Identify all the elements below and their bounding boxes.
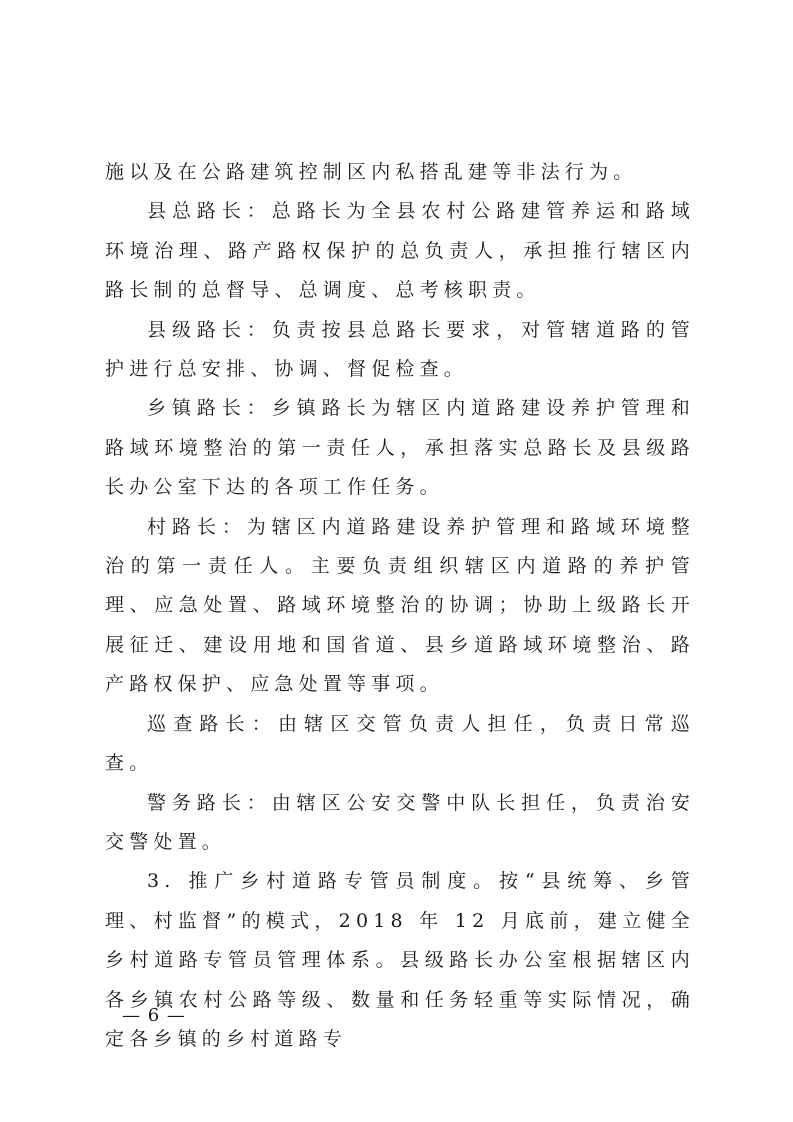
paragraph-township: 乡镇路长：乡镇路长为辖区内道路建设养护管理和路域环境整治的第一责任人，承担落实总路长及县级路长办公室下达的各项工作任务。 <box>105 397 695 499</box>
paragraph-county-chief: 县总路长：总路长为全县农村公路建管养运和路域环境治理、路产路权保护的总负责人，承担推行辖区内路长制的总督导、总调度、总考核职责。 <box>105 200 695 302</box>
body-text <box>105 153 695 1059</box>
paragraph-patrol: 巡查路长：由辖区交管负责人担任，负责日常巡查。 <box>105 712 695 775</box>
paragraph-village: 村路长：为辖区内道路建设养护管理和路域环境整治的第一责任人。主要负责组织辖区内道路的养护管理、应急处置、路域环境整治的协调；协助上级路长开展征迁、建设用地和国省道、县乡道路域环境整治、路产路权保护、应急处置等事项。 <box>105 515 695 696</box>
paragraph-continuation: 施以及在公路建筑控制区内私搭乱建等非法行为。 <box>105 161 638 183</box>
page-number: — 6 — <box>122 1005 186 1026</box>
paragraph-police: 警务路长：由辖区公安交警中队长担任，负责治安交警处置。 <box>105 791 695 853</box>
paragraph-item-3: 3. 推广乡村道路专管员制度。按“县统筹、乡管理、村监督”的模式，2018 年 12 月底前，建立健全乡村道路专管员管理体系。县级路长办公室根据辖区内各乡镇农村公路等级、数量和任务轻重等实际情况，确定各乡镇的乡村道路专 <box>105 870 695 1050</box>
paragraph-county-level: 县级路长：负责按县总路长要求，对管辖道路的管护进行总安排、协调、督促检查。 <box>105 318 695 381</box>
